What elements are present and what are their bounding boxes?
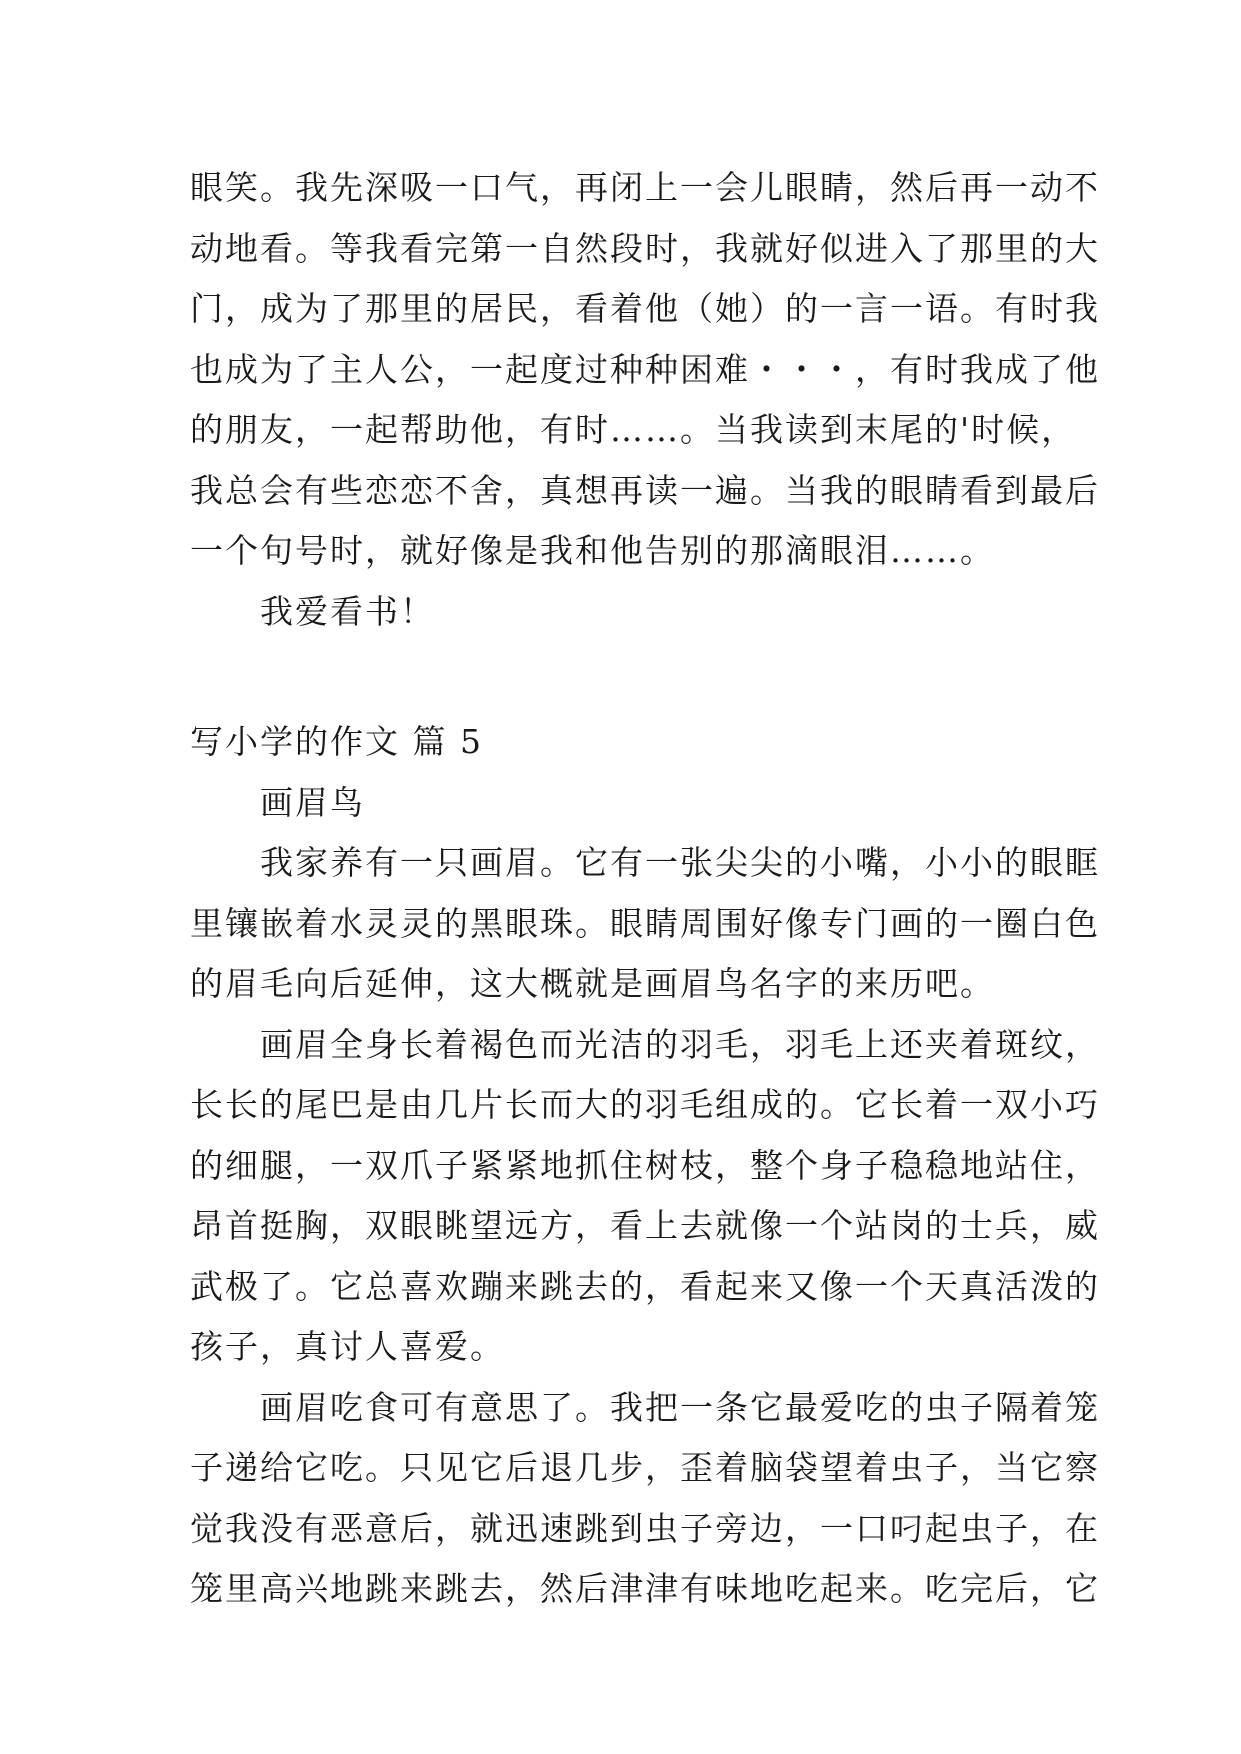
text-line: 的眉毛向后延伸，这大概就是画眉鸟名字的来历吧。: [190, 964, 995, 1003]
text-line: 一个句号时，就好像是我和他告别的那滴眼泪……。: [190, 531, 995, 570]
text-line: 觉我没有恶意后，就迅速跳到虫子旁边，一口叼起虫子，在: [190, 1508, 1100, 1548]
text-line: 子递给它吃。只见它后退几步，歪着脑袋望着虫子，当它察: [190, 1448, 1100, 1487]
text-line: 里镶嵌着水灵灵的黑眼珠。眼睛周围好像专门画的一圈白色: [190, 903, 1100, 943]
closing-line: 我爱看书！: [190, 591, 435, 631]
text-line: 门，成为了那里的居民，看着他（她）的一言一语。有时我: [190, 289, 1100, 328]
text-line: 长长的尾巴是由几片长而大的羽毛组成的。它长着一双小巧: [190, 1085, 1100, 1124]
text-line: 的朋友，一起帮助他，有时……。当我读到末尾的'时候，: [190, 410, 1077, 449]
paragraph-3: [190, 1378, 1100, 1620]
text-line: 眼笑。我先深吸一口气，再闭上一会儿眼睛，然后再一动不: [190, 168, 1100, 207]
text-line: 画眉全身长着褐色而光洁的羽毛，羽毛上还夹着斑纹，: [190, 1024, 1100, 1064]
text-line: 我总会有些恋恋不舍，真想再读一遍。当我的眼睛看到最后: [190, 470, 1100, 510]
paragraph-2: [190, 1015, 1100, 1378]
text-line: 笼里高兴地跳来跳去，然后津津有味地吃起来。吃完后，它: [190, 1569, 1100, 1608]
text-line: 画眉吃食可有意思了。我把一条它最爱吃的虫子隔着笼: [190, 1387, 1100, 1427]
text-line: 的细腿，一双爪子紧紧地抓住树枝，整个身子稳稳地站住，: [190, 1145, 1100, 1185]
text-line: 昂首挺胸，双眼眺望远方，看上去就像一个站岗的士兵，威: [190, 1206, 1100, 1245]
section-spacer: [190, 642, 1060, 712]
continuation-paragraph: [190, 158, 1100, 582]
text-line: 也成为了主人公，一起度过种种困难・・・，有时我成了他: [190, 349, 1100, 389]
text-line: 动地看。等我看完第一自然段时，我就好似进入了那里的大: [190, 228, 1100, 268]
text-line: 孩子，真讨人喜爱。: [190, 1327, 505, 1366]
section-heading: 写小学的作文 篇 5: [190, 722, 483, 761]
document-page: [190, 158, 1100, 1620]
paragraph-1: [190, 833, 1100, 1015]
essay-title: 画眉鸟: [190, 782, 365, 822]
text-line: 武极了。它总喜欢蹦来跳去的，看起来又像一个天真活泼的: [190, 1266, 1100, 1306]
text-line: 我家养有一只画眉。它有一张尖尖的小嘴，小小的眼眶: [190, 843, 1100, 882]
